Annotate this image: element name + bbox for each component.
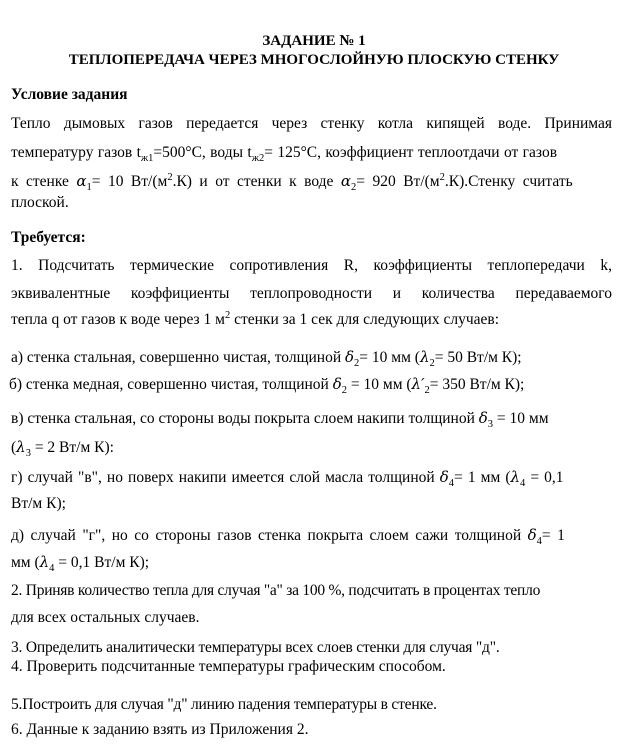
lambda-symbol: λ — [419, 348, 430, 366]
alpha-symbol: α — [340, 172, 352, 190]
case-g-line-2: Вт/м К); — [11, 495, 66, 512]
condition-line-2 — [11, 143, 612, 163]
case-d-line-1 — [11, 525, 612, 546]
delta-symbol: δ — [439, 468, 449, 486]
sub: 3 — [487, 419, 494, 431]
text: = 125°С, коэффициент теплоотдачи от газов — [264, 144, 558, 161]
text: = 0,1 — [525, 469, 564, 486]
task-title: ЗАДАНИЕ № 1 — [262, 33, 366, 49]
sup-2: 2 — [224, 309, 231, 321]
case-v-line-2 — [11, 437, 612, 458]
condition-line-4: плоской. — [11, 194, 69, 211]
text: .К) и от стенки к воде — [172, 173, 341, 190]
item-6: 6. Данные к заданию взять из Приложения 2. — [11, 721, 309, 738]
lambda-symbol: λ — [510, 468, 521, 486]
delta-symbol: δ — [345, 348, 355, 366]
lambda-symbol: λ — [411, 375, 422, 393]
text: мм ( — [11, 554, 40, 571]
var-t: t — [136, 144, 141, 161]
text: = 10 Вт/(м — [91, 173, 168, 190]
text: = 1 — [541, 527, 565, 544]
text: .К).Стенку считать — [444, 173, 573, 190]
sub: 2 — [341, 385, 348, 397]
item-1-line-1: 1. Подсчитать термические сопротивления R, коэффициенты теплопередачи k, — [11, 257, 612, 274]
item-2-line-2: для всех остальных случаев. — [11, 609, 200, 626]
lambda-symbol: λ — [16, 438, 26, 456]
sub: 3 — [25, 448, 31, 460]
case-v-line-1 — [11, 408, 612, 429]
sup-2: 2 — [167, 171, 173, 183]
text: температуру газов — [11, 144, 137, 161]
sub-1: 1 — [86, 182, 92, 194]
sub-zh1: ж1 — [140, 153, 154, 165]
text: = 0,1 Вт/м К); — [54, 554, 150, 571]
var-t: t — [247, 144, 252, 161]
condition-line-1: Тепло дымовых газов передается через стенку котла кипящей воде. Принимая — [11, 115, 612, 132]
sub: 4 — [536, 536, 542, 548]
text: к стенке — [11, 173, 77, 190]
sup-2: 2 — [439, 171, 445, 183]
text: =500°С, воды — [153, 144, 248, 161]
text: = 350 Вт/м К); — [429, 376, 525, 393]
sub-zh2: ж2 — [251, 153, 265, 165]
text: = 10 мм ( — [347, 376, 412, 393]
condition-heading: Условие задания — [11, 86, 128, 103]
text: = 920 Вт/(м — [356, 173, 440, 190]
item-5: 5.Построить для случая "д" линию падения температуры в стенке. — [11, 696, 437, 713]
required-heading: Требуется: — [11, 229, 86, 246]
text: тепла q от газов к воде через 1 м — [11, 311, 225, 328]
sub: 4 — [448, 478, 455, 490]
prime-symbol: ′ — [421, 375, 425, 393]
text: = 2 Вт/м К): — [30, 439, 114, 456]
alpha-symbol: α — [76, 172, 87, 190]
case-a — [11, 347, 612, 368]
text: г) случай "в", но поверх накипи имеется слой масла толщиной — [11, 469, 440, 486]
item-3: 3. Определить аналитически температуры всех слоев стенки для случая "д". — [11, 639, 500, 656]
sub: 2 — [429, 358, 435, 370]
text: в) стенка стальная, со стороны воды покрыта слоем накипи толщиной — [11, 410, 479, 427]
text: = 50 Вт/м К); — [434, 349, 522, 366]
task-subtitle: ТЕПЛОПЕРЕДАЧА ЧЕРЕЗ МНОГОСЛОЙНУЮ ПЛОСКУЮ СТЕНКУ — [68, 52, 560, 68]
case-b — [9, 374, 610, 395]
condition-line-3 — [11, 171, 612, 192]
text: а) стенка стальная, совершенно чистая, толщиной — [11, 349, 346, 366]
text: стенки за 1 сек для следующих случаев: — [230, 311, 500, 328]
item-2-line-1: 2. Приняв количество тепла для случая "а" за 100 %, подсчитать в процентах тепло — [11, 582, 541, 599]
sub: 2 — [424, 385, 430, 397]
sub: 4 — [520, 478, 526, 490]
sub-2: 2 — [351, 182, 357, 194]
case-g-line-1 — [11, 467, 612, 488]
delta-symbol: δ — [527, 526, 537, 544]
text: = 1 мм ( — [454, 469, 511, 486]
text: = 10 мм ( — [359, 349, 420, 366]
text: ( — [11, 439, 17, 456]
case-d-line-2 — [11, 552, 612, 573]
text: б) стенка медная, совершенно чистая, толщиной — [9, 376, 333, 393]
lambda-symbol: λ — [39, 553, 50, 571]
sub: 4 — [49, 563, 55, 575]
delta-symbol: δ — [478, 409, 488, 427]
text: д) случай "г", но со стороны газов стенка покрыта слоем сажи толщиной — [11, 527, 528, 544]
text: = 10 мм — [493, 410, 549, 427]
item-1-line-2: эквивалентные коэффициенты теплопроводности и количества передаваемого — [11, 285, 612, 302]
delta-symbol: δ — [332, 375, 342, 393]
item-1-line-3 — [11, 310, 612, 330]
item-4: 4. Проверить подсчитанные температуры графическим способом. — [11, 658, 446, 675]
sub: 2 — [354, 358, 360, 370]
